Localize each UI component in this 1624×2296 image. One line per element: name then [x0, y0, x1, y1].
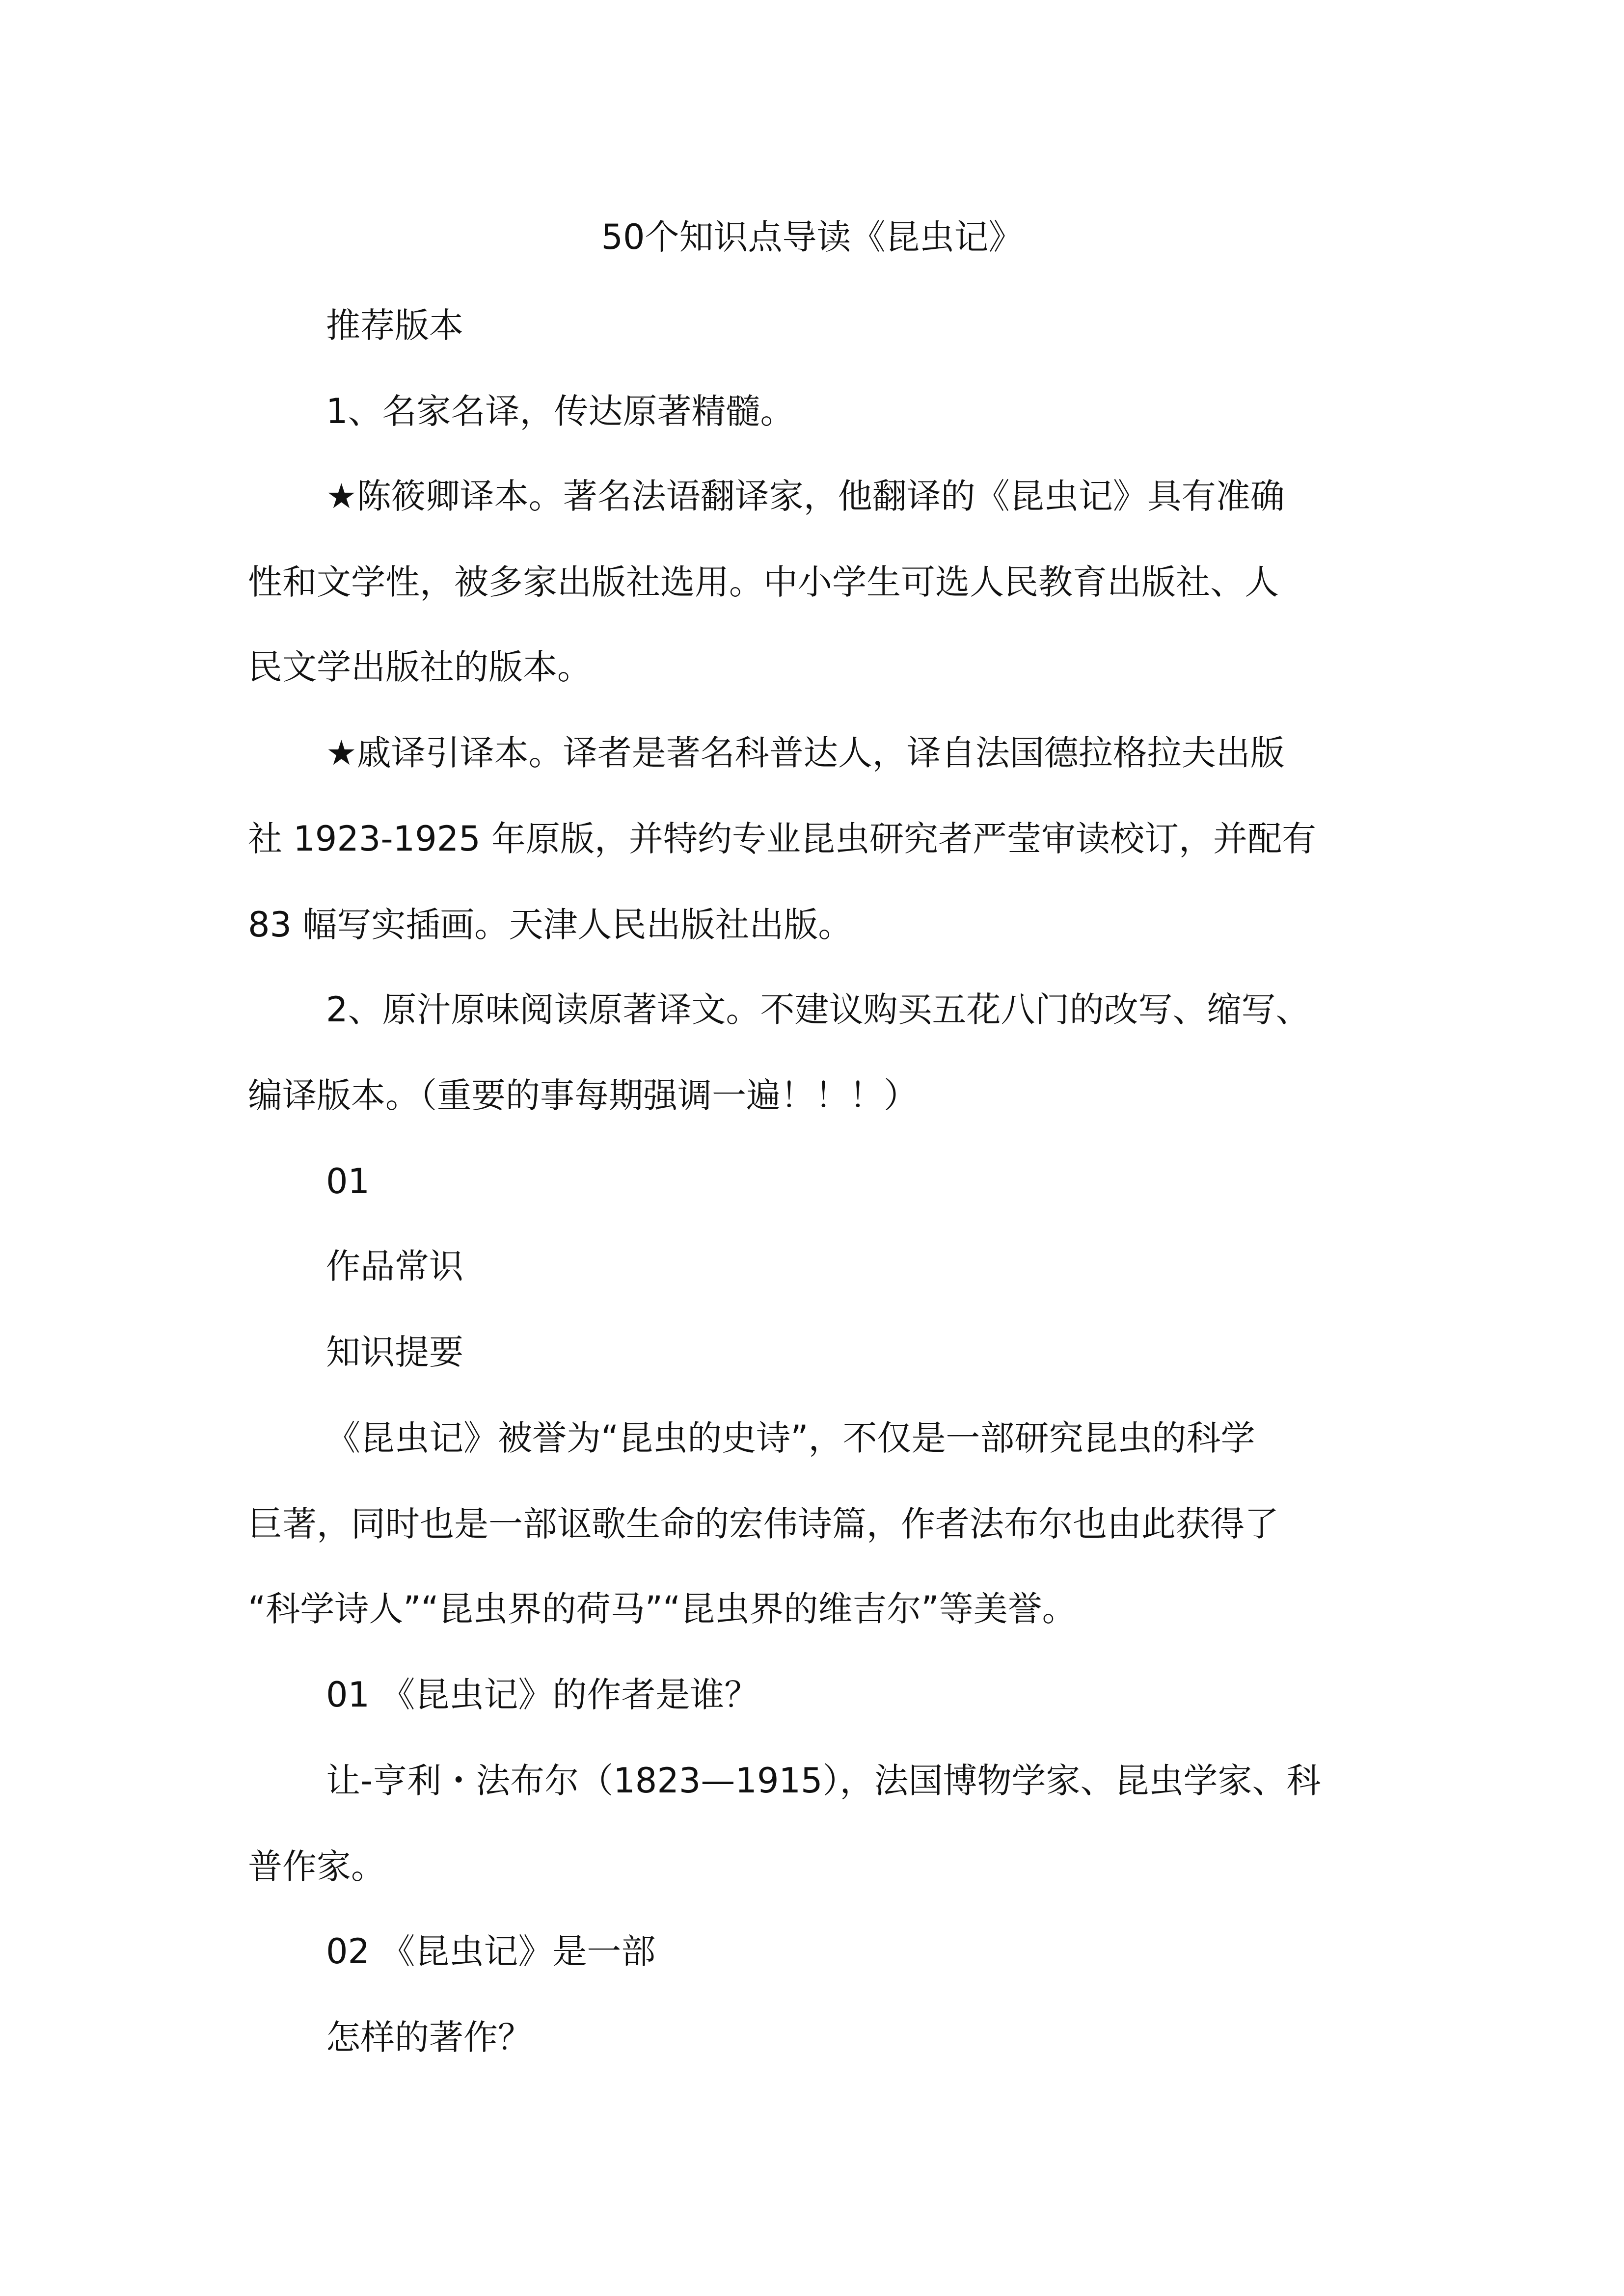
text-line: 巨著，同时也是一部讴歌生命的宏伟诗篇，作者法布尔也由此获得了 [248, 1504, 1279, 1544]
text-line: ★陈筱卿译本。著名法语翻译家，他翻译的《昆虫记》具有准确 [326, 476, 1285, 516]
text-line: 编译版本。（重要的事每期强调一遍！！！） [248, 1075, 918, 1116]
question-line: 怎样的著作？ [326, 2017, 532, 2057]
section-heading: 作品常识 [326, 1246, 463, 1286]
section-heading-recommended-editions: 推荐版本 [326, 305, 463, 346]
section-subheading: 知识提要 [326, 1332, 463, 1372]
question-line: 02 《昆虫记》是一部 [326, 1931, 656, 1972]
section-number: 01 [326, 1161, 370, 1201]
text-line: “科学诗人”“昆虫界的荷马”“昆虫界的维吉尔”等美誉。 [248, 1589, 1077, 1629]
text-line: 社 1923-1925 年原版，并特约专业昆虫研究者严莹审读校订，并配有 [248, 819, 1317, 859]
text-line: 1、名家名译，传达原著精髓。 [326, 391, 795, 431]
text-line: ★戚译引译本。译者是著名科普达人，译自法国德拉格拉夫出版 [326, 733, 1285, 773]
text-line: 83 幅写实插画。天津人民出版社出版。 [248, 905, 853, 945]
question-line: 01 《昆虫记》的作者是谁？ [326, 1675, 759, 1715]
text-line: 普作家。 [248, 1846, 385, 1887]
text-line: 民文学出版社的版本。 [248, 647, 592, 687]
text-line: 《昆虫记》被誉为“昆虫的史诗”，不仅是一部研究昆虫的科学 [326, 1418, 1255, 1458]
text-line: 性和文学性，被多家出版社选用。中小学生可选人民教育出版社、人 [248, 562, 1279, 602]
text-line: 2、原汁原味阅读原著译文。不建议购买五花八门的改写、缩写、 [326, 989, 1310, 1030]
text-line: 让-亨利・法布尔（1823—1915），法国博物学家、昆虫学家、科 [326, 1761, 1321, 1801]
document-title: 50个知识点导读《昆虫记》 [601, 217, 1023, 257]
